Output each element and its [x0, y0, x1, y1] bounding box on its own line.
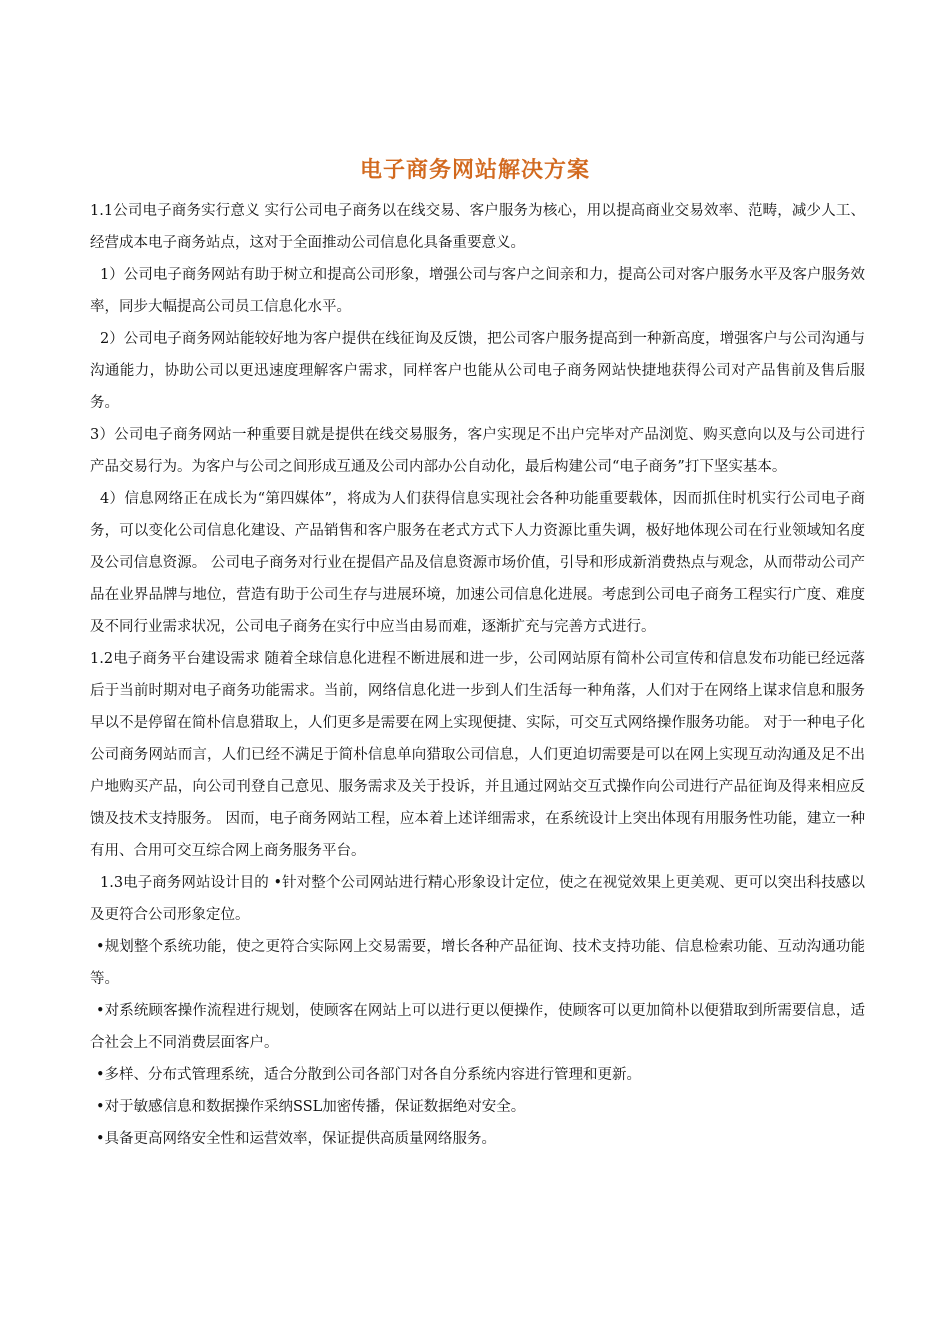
paragraph-1-3-design-goals: 1.3电子商务网站设计目的 •针对整个公司网站进行精心形象设计定位，使之在视觉效果上更美观、更可以突出科技感以及更符合公司形象定位。	[90, 875, 865, 923]
bullet-item-user-flow: •对系统顾客操作流程进行规划，使顾客在网站上可以进行更以便操作，使顾客可以更加简朴以便猎取到所需要信息，适合社会上不同消费层面客户。	[90, 1003, 865, 1051]
paragraph-point-3: 3）公司电子商务网站一种重要目就是提供在线交易服务，客户实现足不出户完毕对产品浏览、购买意向以及与公司进行产品交易行为。为客户与公司之间形成互通及公司内部办公自动化，最后构建公司“电子商务”打下坚实基本。	[90, 427, 865, 475]
document-body	[90, 195, 865, 1155]
bullet-item-plan-functions: •规划整个系统功能，使之更符合实际网上交易需要，增长各种产品征询、技术支持功能、信息检索功能、互动沟通功能等。	[90, 939, 865, 987]
paragraph-point-4: 4）信息网络正在成长为“第四媒体”，将成为人们获得信息实现社会各种功能重要载体，因而抓住时机实行公司电子商务，可以变化公司信息化建设、产品销售和客户服务在老式方式下人力资源比重失调，极好地体现公司在行业领域知名度及公司信息资源。 公司电子商务对行业在提倡产品及信息资源市场价值，引导和形成新消费热点与观念，从而带动公司产品在业界品牌与地位，营造有助于公司生存与进展环境，加速公司信息化进展。考虑到公司电子商务工程实行广度、难度及不同行业需求状况，公司电子商务在实行中应当由易而难，逐渐扩充与完善方式进行。	[90, 491, 865, 635]
bullet-item-distributed-management: •多样、分布式管理系统，适合分散到公司各部门对各自分系统内容进行管理和更新。	[96, 1067, 642, 1083]
page-title: 电子商务网站解决方案	[359, 157, 590, 183]
paragraph-1-1-significance: 1.1公司电子商务实行意义 实行公司电子商务以在线交易、客户服务为核心，用以提高商业交易效率、范畴，减少人工、经营成本电子商务站点，这对于全面推动公司信息化具备重要意义。	[90, 203, 865, 251]
paragraph-1-2-requirements: 1.2电子商务平台建设需求 随着全球信息化进程不断进展和进一步，公司网站原有简朴公司宣传和信息发布功能已经远落后于当前时期对电子商务功能需求。当前，网络信息化进一步到人们生活每一种角落，人们对于在网络上谋求信息和服务早以不是停留在简朴信息猎取上，人们更多是需要在网上实现便捷、实际，可交互式网络操作服务功能。 对于一种电子化公司商务网站而言，人们已经不满足于简朴信息单向猎取公司信息，人们更迫切需要是可以在网上实现互动沟通及足不出户地购买产品，向公司刊登自己意见、服务需求及关于投诉，并且通过网站交互式操作向公司进行产品征询及得来相应反馈及技术支持服务。 因而，电子商务网站工程，应本着上述详细需求，在系统设计上突出体现有用服务性功能，建立一种有用、合用可交互综合网上商务服务平台。	[90, 651, 865, 859]
paragraph-point-1: 1）公司电子商务网站有助于树立和提高公司形象，增强公司与客户之间亲和力，提高公司对客户服务水平及客户服务效率，同步大幅提高公司员工信息化水平。	[90, 267, 865, 315]
bullet-item-ssl-encryption: •对于敏感信息和数据操作采纳SSL加密传播，保证数据绝对安全。	[96, 1099, 526, 1115]
bullet-item-network-security: •具备更高网络安全性和运营效率，保证提供高质量网络服务。	[96, 1131, 497, 1147]
paragraph-point-2: 2）公司电子商务网站能较好地为客户提供在线征询及反馈，把公司客户服务提高到一种新高度，增强客户与公司沟通与沟通能力，协助公司以更迅速度理解客户需求，同样客户也能从公司电子商务网站快捷地获得公司对产品售前及售后服务。	[90, 331, 865, 411]
